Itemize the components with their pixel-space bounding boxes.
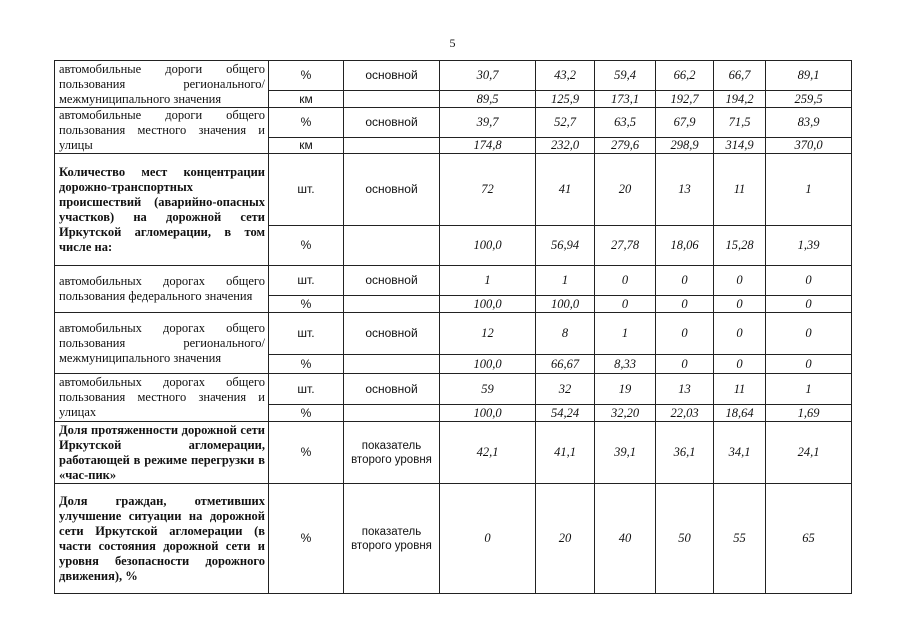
- indicator-type-cell: основной: [344, 313, 440, 355]
- value-cell: 12: [440, 313, 536, 355]
- indicator-name: автомобильные дороги общего пользования местного значения и улицы: [55, 108, 269, 154]
- indicator-type-cell: показатель второго уровня: [344, 422, 440, 484]
- value-cell: 54,24: [536, 405, 595, 422]
- value-cell: 11: [714, 374, 766, 405]
- indicator-type-cell: показатель второго уровня: [344, 484, 440, 594]
- value-cell: 1: [536, 266, 595, 296]
- indicators-table: [54, 60, 852, 594]
- indicator-name: автомобильных дорогах общего пользования регионального/ межмуниципального значения: [55, 313, 269, 374]
- unit-cell: км: [269, 91, 344, 108]
- value-cell: 71,5: [714, 108, 766, 138]
- value-cell: 15,28: [714, 226, 766, 266]
- value-cell: 18,64: [714, 405, 766, 422]
- value-cell: 1: [766, 154, 852, 226]
- value-cell: 298,9: [656, 138, 714, 154]
- value-cell: 0: [440, 484, 536, 594]
- value-cell: 27,78: [595, 226, 656, 266]
- indicator-name: автомобильные дороги общего пользования регионального/ межмуниципального значения: [55, 61, 269, 108]
- value-cell: 370,0: [766, 138, 852, 154]
- value-cell: 0: [714, 266, 766, 296]
- value-cell: 0: [656, 355, 714, 374]
- value-cell: 89,1: [766, 61, 852, 91]
- unit-cell: шт.: [269, 154, 344, 226]
- unit-cell: шт.: [269, 374, 344, 405]
- value-cell: 39,1: [595, 422, 656, 484]
- value-cell: 1,69: [766, 405, 852, 422]
- unit-cell: шт.: [269, 313, 344, 355]
- value-cell: 39,7: [440, 108, 536, 138]
- value-cell: 66,2: [656, 61, 714, 91]
- page-number: 5: [449, 36, 456, 50]
- value-cell: 67,9: [656, 108, 714, 138]
- value-cell: 0: [714, 313, 766, 355]
- value-cell: 1: [595, 313, 656, 355]
- value-cell: 100,0: [440, 355, 536, 374]
- value-cell: 174,8: [440, 138, 536, 154]
- value-cell: 13: [656, 374, 714, 405]
- indicator-type-cell: основной: [344, 108, 440, 138]
- value-cell: 32: [536, 374, 595, 405]
- value-cell: 100,0: [440, 296, 536, 313]
- unit-cell: шт.: [269, 266, 344, 296]
- value-cell: 0: [656, 296, 714, 313]
- value-cell: 8,33: [595, 355, 656, 374]
- indicator-name: Доля граждан, отметивших улучшение ситуации на дорожной сети Иркутской агломерации (в части состояния дорожной сети и уровня безопасности дорожного движения), %: [55, 484, 269, 594]
- table-row: [55, 61, 852, 91]
- value-cell: 89,5: [440, 91, 536, 108]
- value-cell: 43,2: [536, 61, 595, 91]
- value-cell: 1: [766, 374, 852, 405]
- value-cell: 34,1: [714, 422, 766, 484]
- indicator-type-cell: [344, 296, 440, 313]
- value-cell: 100,0: [440, 405, 536, 422]
- indicator-name: автомобильных дорогах общего пользования федерального значения: [55, 266, 269, 313]
- value-cell: 0: [766, 266, 852, 296]
- table-row: [55, 313, 852, 355]
- value-cell: 72: [440, 154, 536, 226]
- value-cell: 55: [714, 484, 766, 594]
- unit-cell: %: [269, 355, 344, 374]
- value-cell: 65: [766, 484, 852, 594]
- unit-cell: %: [269, 296, 344, 313]
- value-cell: 100,0: [440, 226, 536, 266]
- indicator-type-cell: основной: [344, 374, 440, 405]
- indicator-type-cell: [344, 405, 440, 422]
- value-cell: 1,39: [766, 226, 852, 266]
- indicator-type-cell: [344, 226, 440, 266]
- value-cell: 0: [656, 313, 714, 355]
- value-cell: 40: [595, 484, 656, 594]
- unit-cell: %: [269, 422, 344, 484]
- value-cell: 30,7: [440, 61, 536, 91]
- indicator-type-cell: [344, 91, 440, 108]
- value-cell: 1: [440, 266, 536, 296]
- value-cell: 0: [766, 313, 852, 355]
- value-cell: 100,0: [536, 296, 595, 313]
- value-cell: 56,94: [536, 226, 595, 266]
- unit-cell: %: [269, 226, 344, 266]
- table-row: [55, 266, 852, 296]
- table-row: [55, 108, 852, 138]
- indicator-type-cell: [344, 355, 440, 374]
- indicator-name: Доля протяженности дорожной сети Иркутской агломерации, работающей в режиме перегрузки в «час-пик»: [55, 422, 269, 484]
- value-cell: 41: [536, 154, 595, 226]
- value-cell: 0: [714, 296, 766, 313]
- value-cell: 259,5: [766, 91, 852, 108]
- table-row: [55, 374, 852, 405]
- value-cell: 36,1: [656, 422, 714, 484]
- value-cell: 232,0: [536, 138, 595, 154]
- value-cell: 0: [595, 266, 656, 296]
- value-cell: 20: [536, 484, 595, 594]
- value-cell: 173,1: [595, 91, 656, 108]
- value-cell: 24,1: [766, 422, 852, 484]
- value-cell: 0: [714, 355, 766, 374]
- value-cell: 13: [656, 154, 714, 226]
- unit-cell: %: [269, 108, 344, 138]
- value-cell: 41,1: [536, 422, 595, 484]
- unit-cell: км: [269, 138, 344, 154]
- value-cell: 20: [595, 154, 656, 226]
- value-cell: 11: [714, 154, 766, 226]
- value-cell: 0: [766, 355, 852, 374]
- indicator-name: Количество мест концентрации дорожно-транспортных происшествий (аварийно-опасных участков) на дорожной сети Иркутской агломерации, в том числе на:: [55, 154, 269, 266]
- value-cell: 63,5: [595, 108, 656, 138]
- value-cell: 83,9: [766, 108, 852, 138]
- unit-cell: %: [269, 484, 344, 594]
- value-cell: 59: [440, 374, 536, 405]
- value-cell: 279,6: [595, 138, 656, 154]
- value-cell: 50: [656, 484, 714, 594]
- table-row: [55, 154, 852, 226]
- indicator-type-cell: основной: [344, 154, 440, 226]
- unit-cell: %: [269, 61, 344, 91]
- value-cell: 22,03: [656, 405, 714, 422]
- value-cell: 314,9: [714, 138, 766, 154]
- value-cell: 8: [536, 313, 595, 355]
- value-cell: 0: [766, 296, 852, 313]
- value-cell: 59,4: [595, 61, 656, 91]
- table-row: [55, 484, 852, 594]
- value-cell: 0: [595, 296, 656, 313]
- value-cell: 0: [656, 266, 714, 296]
- value-cell: 194,2: [714, 91, 766, 108]
- indicator-type-cell: основной: [344, 61, 440, 91]
- value-cell: 66,67: [536, 355, 595, 374]
- indicator-type-cell: [344, 138, 440, 154]
- value-cell: 32,20: [595, 405, 656, 422]
- indicator-type-cell: основной: [344, 266, 440, 296]
- value-cell: 42,1: [440, 422, 536, 484]
- value-cell: 52,7: [536, 108, 595, 138]
- table-row: [55, 422, 852, 484]
- unit-cell: %: [269, 405, 344, 422]
- indicator-name: автомобильных дорогах общего пользования местного значения и улицах: [55, 374, 269, 422]
- value-cell: 18,06: [656, 226, 714, 266]
- value-cell: 192,7: [656, 91, 714, 108]
- value-cell: 19: [595, 374, 656, 405]
- value-cell: 66,7: [714, 61, 766, 91]
- value-cell: 125,9: [536, 91, 595, 108]
